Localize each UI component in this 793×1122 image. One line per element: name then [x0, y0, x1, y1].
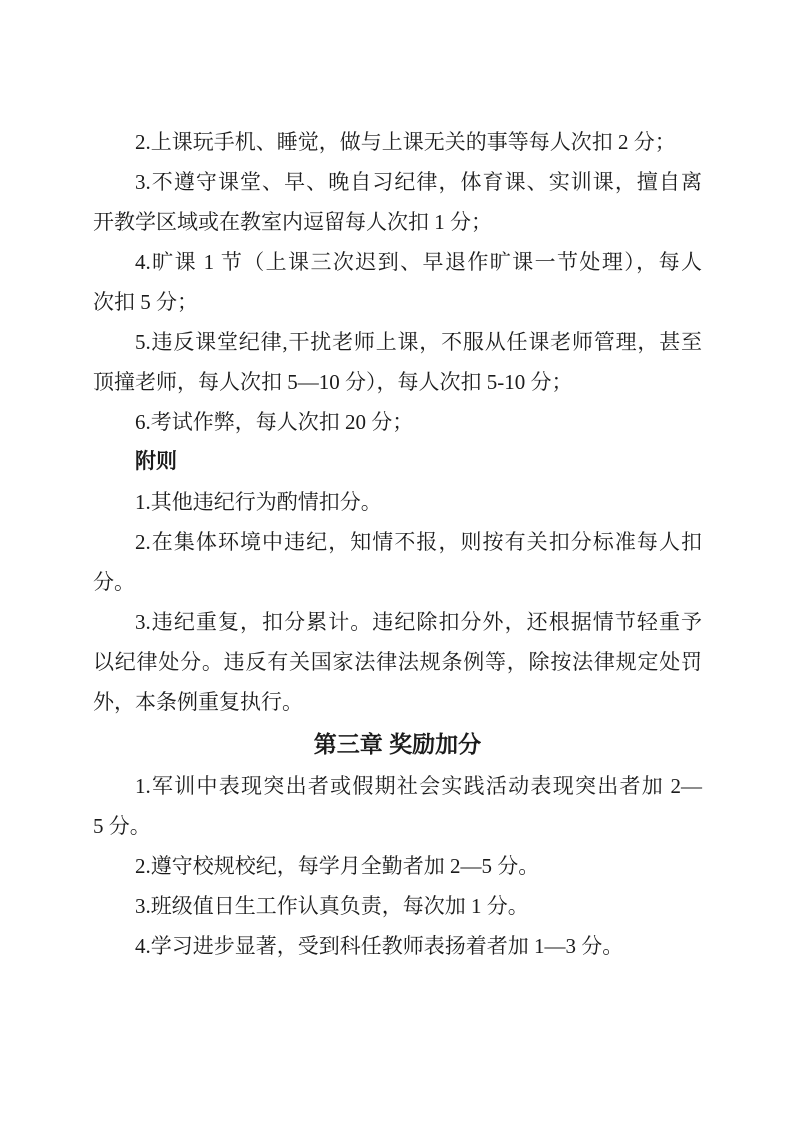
text-line: 4.学习进步显著，受到科任教师表扬着者加 1—3 分。: [135, 934, 624, 958]
text-line: 第三章 奖励加分: [313, 731, 482, 757]
body-paragraph: [93, 402, 702, 442]
text-line: 6.考试作弊，每人次扣 20 分；: [135, 410, 414, 434]
text-line: 外，本条例重复执行。: [93, 690, 303, 714]
body-paragraph: [93, 926, 702, 966]
text-line: 1.其他违纪行为酌情扣分。: [135, 490, 382, 514]
text-line: 2.上课玩手机、睡觉，做与上课无关的事等每人次扣 2 分；: [135, 130, 676, 154]
section-subheading: [93, 442, 702, 482]
text-line: 顶撞老师，每人次扣 5—10 分），每人次扣 5-10 分；: [93, 370, 573, 394]
body-paragraph: [93, 766, 702, 846]
body-paragraph: [93, 886, 702, 926]
text-line: 次扣 5 分；: [93, 290, 198, 314]
text-line: 4.旷课 1 节（上课三次迟到、早退作旷课一节处理），每人: [135, 250, 702, 274]
text-line: 附则: [135, 450, 177, 473]
body-paragraph: [93, 522, 702, 602]
chapter-heading: [93, 722, 702, 766]
text-line: 开教学区域或在教室内逗留每人次扣 1 分；: [93, 210, 492, 234]
text-line: 3.班级值日生工作认真负责，每次加 1 分。: [135, 894, 529, 918]
text-line: 5.违反课堂纪律,干扰老师上课，不服从任课老师管理，甚至: [135, 330, 702, 354]
text-line: 3.不遵守课堂、早、晚自习纪律，体育课、实训课，擅自离: [135, 170, 702, 194]
body-paragraph: [93, 482, 702, 522]
text-line: 以纪律处分。违反有关国家法律法规条例等，除按法律规定处罚: [93, 650, 702, 674]
document-body: [93, 122, 702, 966]
body-paragraph: [93, 242, 702, 322]
body-paragraph: [93, 122, 702, 162]
body-paragraph: [93, 602, 702, 722]
text-line: 5 分。: [93, 814, 151, 838]
text-line: 1.军训中表现突出者或假期社会实践活动表现突出者加 2—: [135, 774, 702, 798]
body-paragraph: [93, 162, 702, 242]
text-line: 2.遵守校规校纪，每学月全勤者加 2—5 分。: [135, 854, 540, 878]
body-paragraph: [93, 322, 702, 402]
text-line: 分。: [93, 570, 135, 594]
text-line: 2.在集体环境中违纪，知情不报，则按有关扣分标准每人扣: [135, 530, 702, 554]
text-line: 3.违纪重复，扣分累计。违纪除扣分外，还根据情节轻重予: [135, 610, 702, 634]
body-paragraph: [93, 846, 702, 886]
